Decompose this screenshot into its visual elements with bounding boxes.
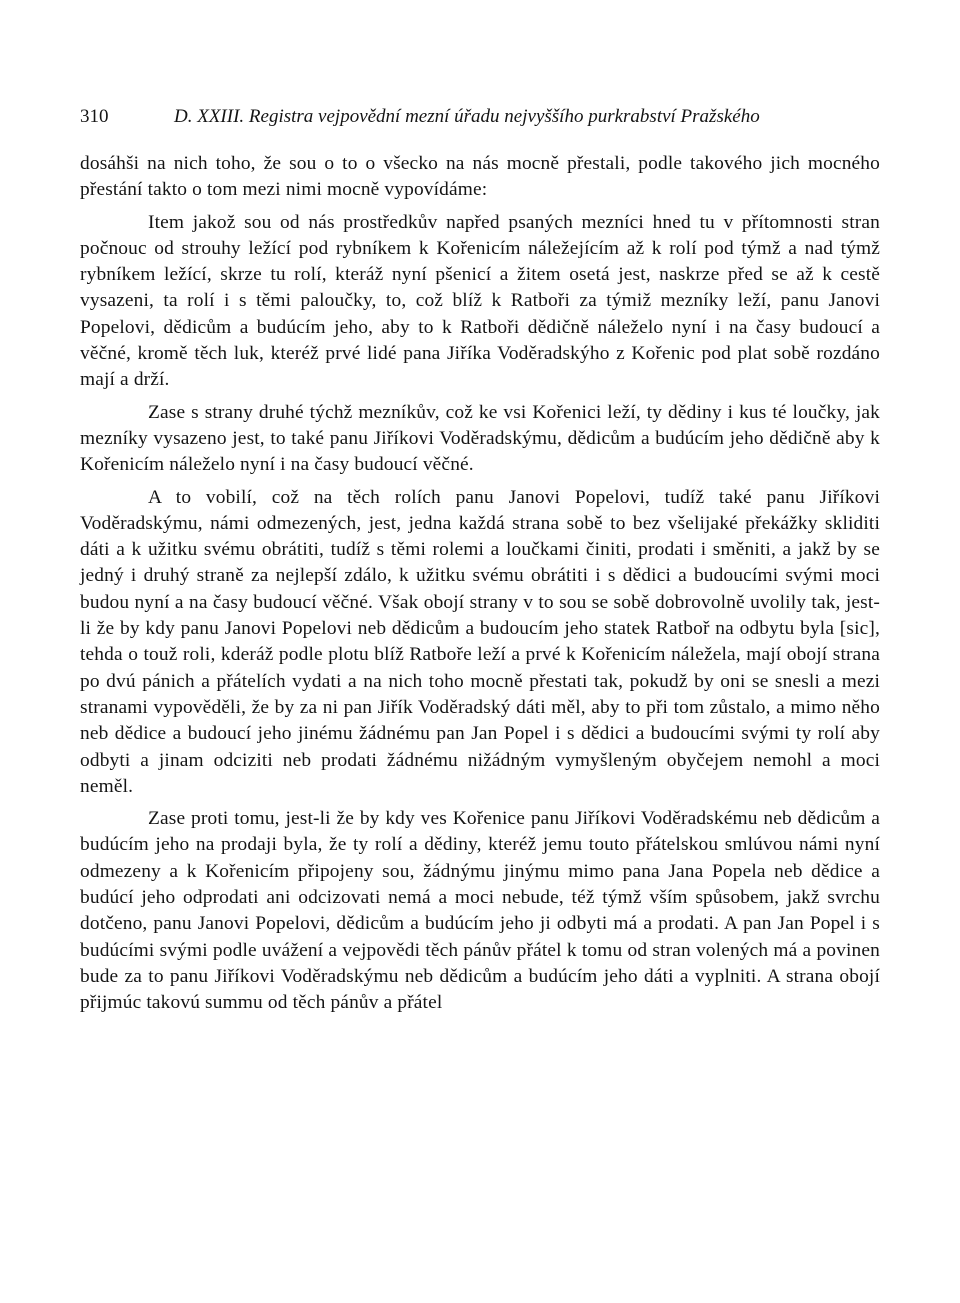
paragraph: Item jakož sou od nás prostředkův napřed psaných mezníci hned tu v přítomnosti stran počnouc od strouhy ležící pod rybníkem k Kořenicím náležejícím až k rolí pod týmž a nad týmž rybníkem ležící, skrze tu rolí, kteráž nyní pšenicí a žitem osetá jest, naskrze před se až k cestě vysazeni, ta rolí i s těmi paloučky, to, což blíž k Ratboři za týmiž mezníky leží, panu Janovi Popelovi, dědicům a budúcím jeho, aby to k Ratboři dědičně náleželo nyní i na časy budoucí a věčné, kromě těch luk, kteréž prvé lidé pana Jiříka Voděradskýho z Kořenic pod plat sobě rozdáno mají a drží. [80,211,880,391]
paragraph-continuation: dosáhši na nich toho, že sou o to o všecko na nás mocně přestali, podle takového jich mocného přestání takto o tom mezi nimi mocně vypovídáme: [80,153,880,201]
paragraph: A to vobilí, což na těch rolích panu Janovi Popelovi, tudíž také panu Jiříkovi Voděradskýmu, námi odmezených, jest, jedna každá strana sobě to bez všelijaké překážky skliditi dáti a k užitku svému obrátiti, tudíž s těmi rolemi a loučkami činiti, prodati i směniti, a jakž by se jedný i druhý straně za nejlepší zdálo, k užitku svému obrátiti i s dědici a budoucími svými moci budou nyní a na časy budoucí věčné. Však obojí strany v to sou se sobě dobrovolně uvolily tak, jest-li že by kdy panu Janovi Popelovi neb dědicům a budoucím jeho statek Ratboř na odbytu byla [sic], tehda o touž roli, kderáž podle plotu blíž Ratboře leží a prvé k Kořenicím náležela, mají obojí strana po dvú pánich a přátelích vydati a na nich toho mocně přestati tak, pokudž by oni se snesli a mezi stranami vypověděli, že by za ni pan Jiřík Voděradský dáti měl, aby to při tom zůstalo, a mimo něho neb dědice a budoucí jeho jinému žádnému pan Jan Popel i s dědici a budoucími svými ty rolí aby odbyti a jinam odciziti neb prodati žádnému nižádným vymyšleným obyčejem nemohl a moci neměl. [80,486,880,797]
paragraph: Zase proti tomu, jest-li že by kdy ves Kořenice panu Jiříkovi Voděradskému neb dědicům a budúcím jeho na prodaji byla, že ty rolí a dědiny, kteréž jemu touto přátelskou smlúvou námi nyní odmezeny a k Kořenicím připojeny sou, žádnýmu jinýmu mimo pana Jana Popela neb dědice a budúcí jeho odprodati ani odcizovati nemá a moci nebude, též týmž vším spůsobem, jakž svrchu dotčeno, panu Janovi Popelovi, dědicům a budúcím jeho ji odbyti má a prodati. A pan Jan Popel i s budúcími svými podle uvážení a vejpovědi těch pánův přátel k tomu od stran volených má a povinen bude za to panu Jiříkovi Voděradskýmu neb dědicům a budúcím jeho dáti a vyplniti. A strana obojí přijmúc takovú summu od těch pánův a přátel [80,808,880,1014]
document-page [80,100,880,1017]
body-text [80,151,880,1017]
running-header [80,100,880,134]
running-title: D. XXIII. Registra vejpovědní mezní úřadu nejvyššího purkrabství Pražského [174,106,760,127]
page-number: 310 [80,106,109,127]
paragraph: Zase s strany druhé týchž mezníkův, což ke vsi Kořenici leží, ty dědiny i kus té loučky, jak mezníky vysazeno jest, to také panu Jiříkovi Voděradskýmu, dědicům a budúcím jeho dědičně aby k Kořenicím náleželo nyní i na časy budoucí věčné. [80,401,880,476]
